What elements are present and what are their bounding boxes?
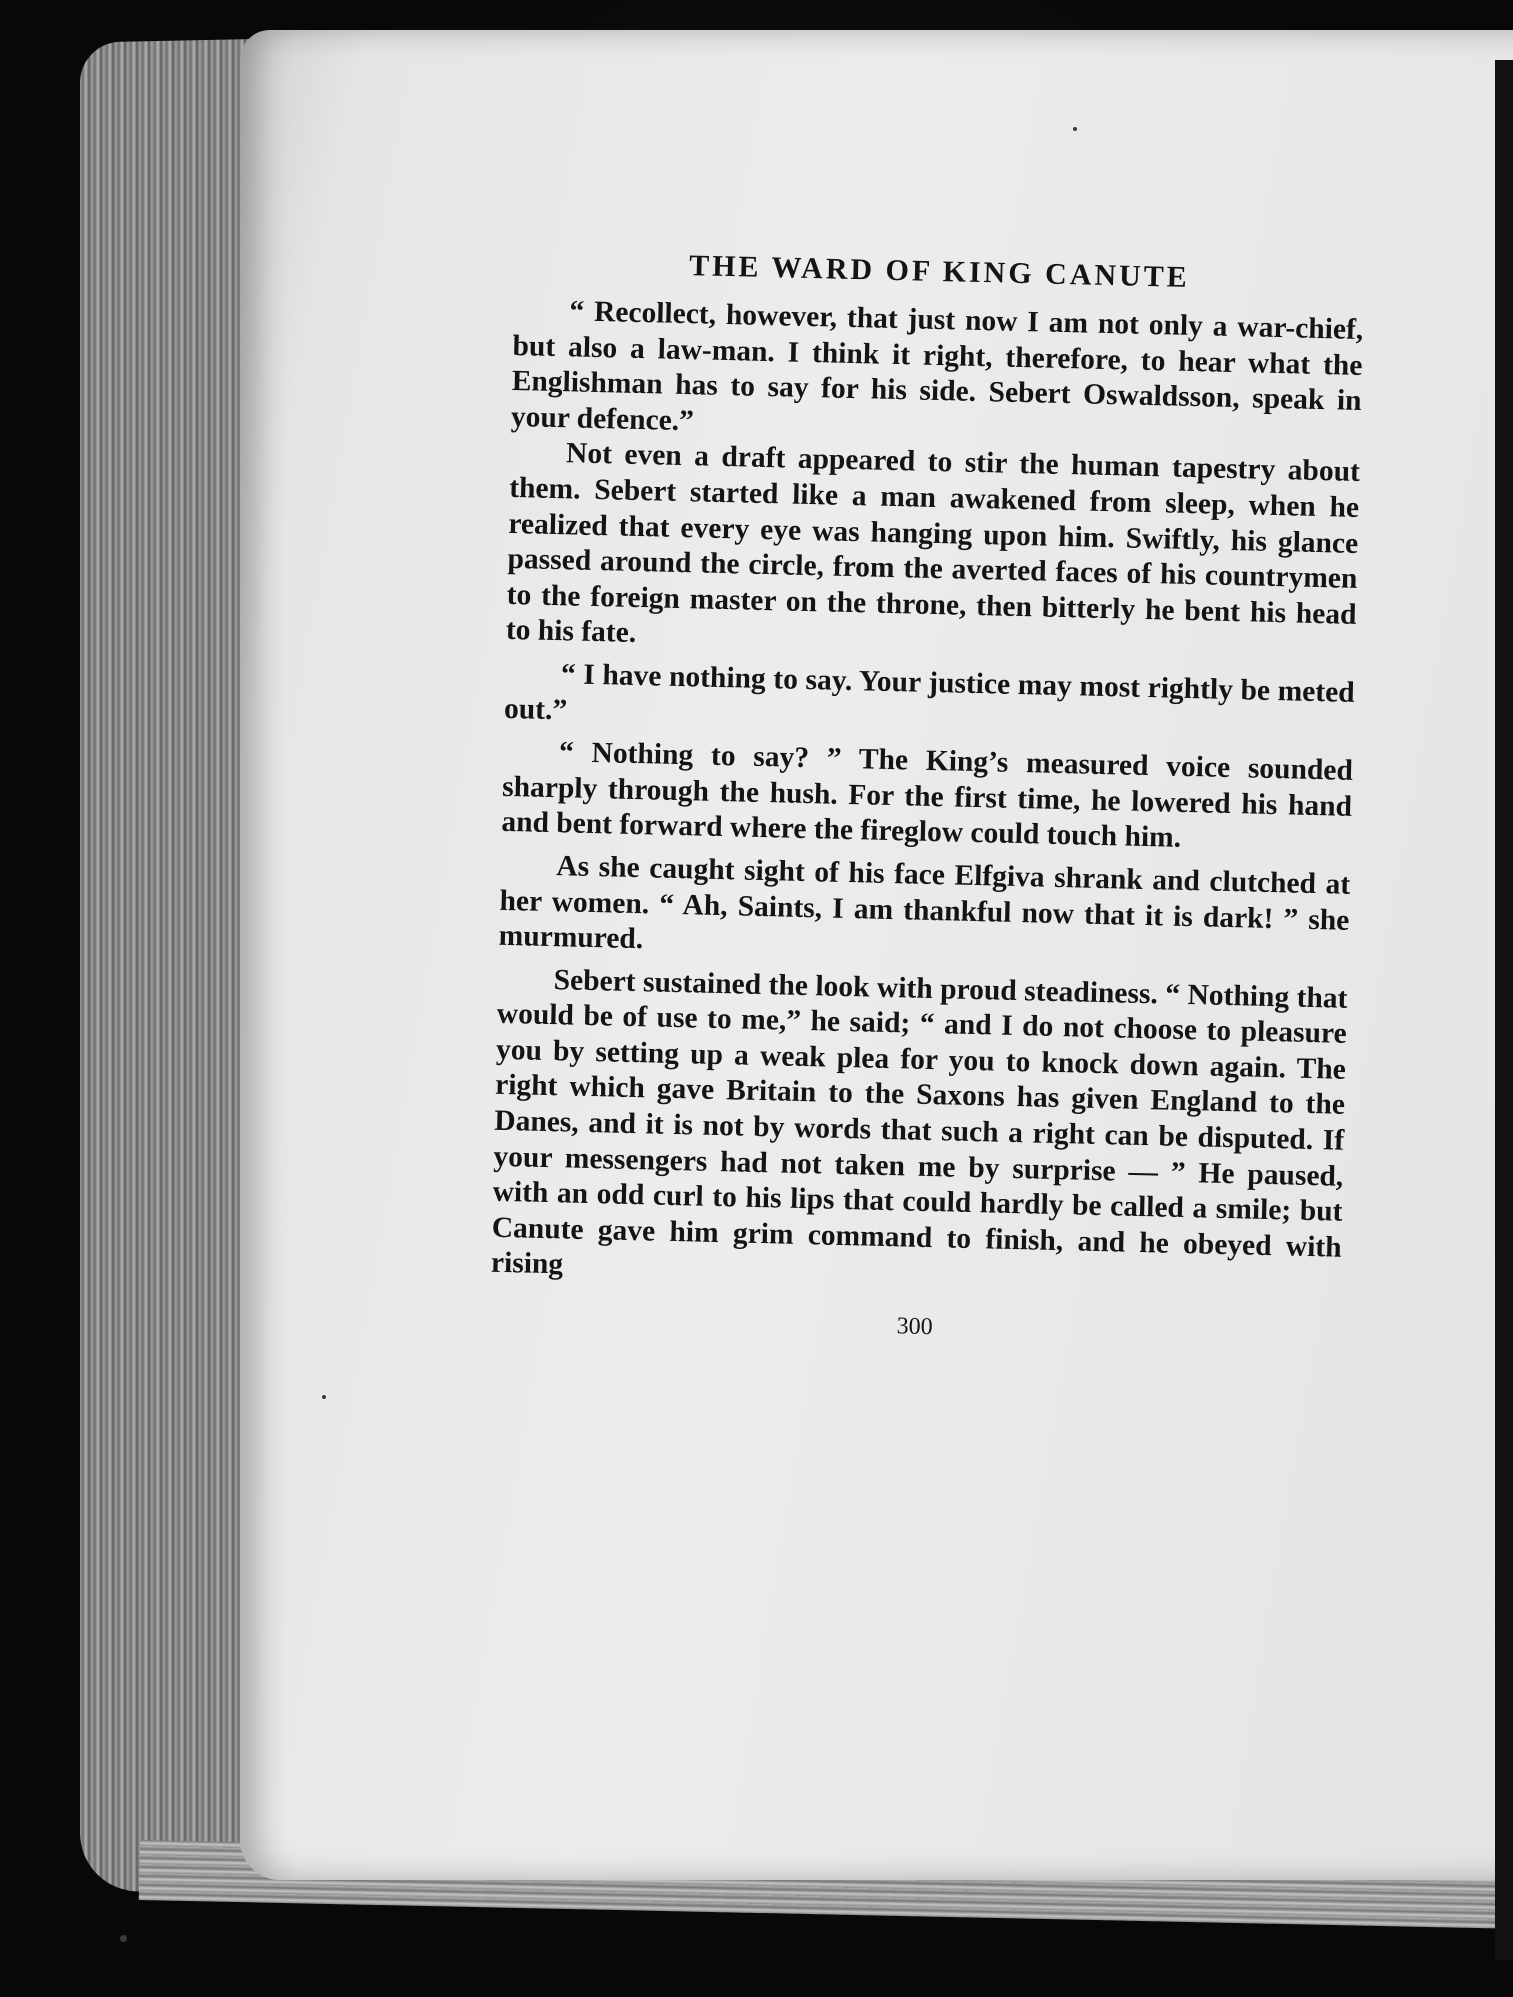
running-head: THE WARD OF KING CANUTE bbox=[688, 249, 1191, 294]
paragraph: “ Recollect, however, that just now I am not only a war-chief, but also a law-man. I think it right, therefore, to hear what the Englishman has to say for his side. Sebert Oswaldsson, speak in your defence.” bbox=[510, 295, 1364, 438]
paragraph: Sebert sustained the look with proud steadiness. “ Nothing that would be of use to me,” he said; “ and I do not choose to pleasure you by setting up a weak plea for you to knock down again. The right which gave Britain to the Saxons has given England to the Danes, and it is not by words that such a right can be disputed. If your messengers had not taken me by surprise — ” He paused, with an odd curl to his lips that could hardly be called a smile; but Canute gave him grim command to finish, and he obeyed with rising bbox=[490, 963, 1348, 1281]
paragraph: “ Nothing to say? ” The King’s measured voice sounded sharply through the hush. For the first time, he lowered his hand and bent forward where the fireglow could touch him. bbox=[501, 736, 1354, 855]
dust-speck bbox=[322, 1395, 326, 1399]
dust-speck bbox=[120, 1935, 127, 1942]
paragraph: “ I have nothing to say. Your justice may most rightly be meted out.” bbox=[503, 658, 1356, 726]
paragraph: Not even a draft appeared to stir the human tapestry about them. Sebert started like a man awakened from sleep, when he realized that every eye was hanging upon him. Swiftly, his glance passed around the circle, from the averted faces of his countrymen to the foreign master on the throne, then bitterly he bent his head to his fate. bbox=[505, 437, 1361, 650]
dust-speck bbox=[1073, 127, 1077, 131]
page-number: 300 bbox=[896, 1313, 933, 1341]
facing-page-edge bbox=[1495, 60, 1513, 1960]
paragraph: As she caught sight of his face Elfgiva shrank and clutched at her women. “ Ah, Saints, I am thankful now that it is dark! ” she murmured. bbox=[498, 850, 1351, 956]
page-text bbox=[489, 245, 1364, 1351]
